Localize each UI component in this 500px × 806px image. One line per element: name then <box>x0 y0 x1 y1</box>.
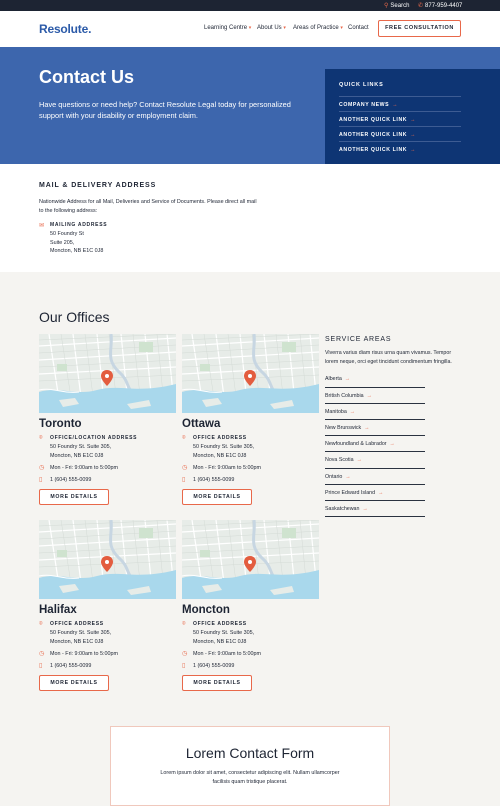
arrow-right-icon: → <box>345 473 351 480</box>
quick-link[interactable] <box>339 126 461 141</box>
address-line: Moncton, NB E1C 0J8 <box>193 452 247 459</box>
nav-item-label: About Us <box>257 25 282 31</box>
mail-section <box>0 164 500 272</box>
quick-link-label: ANOTHER QUICK LINK <box>339 132 408 138</box>
search-icon: ⚲ <box>384 3 389 9</box>
clock-icon: ◷ <box>182 465 188 471</box>
office-hours: Mon - Fri: 9:00am to 5:00pm <box>193 651 262 657</box>
service-areas-title: SERVICE AREAS <box>325 336 392 343</box>
arrow-right-icon: → <box>362 505 368 512</box>
service-areas <box>325 336 460 517</box>
service-area-link[interactable] <box>325 388 425 404</box>
mailing-address-label: MAILING ADDRESS <box>50 222 108 228</box>
mail-intro: Nationwide Address for all Mail, Deliveries and Service of Documents. Please direct all mail to the following address: <box>39 199 257 214</box>
service-area-link[interactable] <box>325 501 425 517</box>
nav-item-label: Areas of Practice <box>293 25 339 31</box>
location-pin-icon: ⌾ <box>182 435 186 441</box>
search-link[interactable] <box>384 2 409 9</box>
arrow-right-icon: → <box>356 457 362 464</box>
office-name: Moncton <box>182 604 230 616</box>
map-image <box>182 520 319 599</box>
location-pin-icon: ⌾ <box>39 621 43 627</box>
quick-link[interactable] <box>339 141 461 156</box>
clock-icon: ◷ <box>39 651 45 657</box>
address-line: 50 Foundry St. Suite 305, <box>50 444 112 450</box>
chevron-down-icon: ▾ <box>283 25 286 31</box>
arrow-right-icon: → <box>378 489 384 496</box>
chevron-down-icon: ▾ <box>248 25 252 31</box>
office-name: Toronto <box>39 418 82 430</box>
service-area-link[interactable] <box>325 452 425 468</box>
mailing-address <box>50 230 103 256</box>
service-area-link[interactable] <box>325 420 425 436</box>
service-area-label: Nova Scotia <box>325 457 354 464</box>
address-line: 50 Foundry St. Suite 305, <box>193 630 255 636</box>
contact-form-section <box>110 726 390 806</box>
arrow-right-icon: → <box>349 408 356 415</box>
address-line: Moncton, NB E1C 0J8 <box>193 638 247 645</box>
map-image <box>39 520 176 599</box>
phone-icon: ▯ <box>182 663 186 669</box>
service-areas-list <box>325 371 425 517</box>
office-map[interactable] <box>182 520 319 599</box>
location-pin-icon: ⌾ <box>39 435 43 441</box>
more-details-button[interactable]: MORE DETAILS <box>39 489 109 505</box>
service-area-label: Prince Edward Island <box>325 489 376 496</box>
office-address <box>193 443 318 460</box>
address-line: 50 Foundry St. Suite 305, <box>193 444 255 450</box>
nav-item-label: Contact <box>348 25 369 31</box>
service-area-label: Ontario <box>325 473 343 480</box>
office-map[interactable] <box>182 334 319 413</box>
office-name: Halifax <box>39 604 77 616</box>
page-title: Contact Us <box>39 67 135 87</box>
office-label: OFFICE/LOCATION ADDRESS <box>50 435 138 441</box>
service-area-label: Newfoundland & Labrador <box>325 441 387 448</box>
office-hours: Mon - Fri: 9:00am to 5:00pm <box>193 465 262 471</box>
quick-links-title: QUICK LINKS <box>339 82 384 88</box>
nav-item-learning-centre[interactable] <box>204 25 251 31</box>
service-area-label: New Brunswick <box>325 424 362 431</box>
phone-link[interactable] <box>418 2 462 9</box>
office-label: OFFICE ADDRESS <box>50 621 104 627</box>
arrow-right-icon: → <box>366 392 372 399</box>
address-line: Suite 205, <box>50 239 75 246</box>
arrow-right-icon: → <box>392 102 399 108</box>
nav-item-contact[interactable] <box>348 25 369 31</box>
office-map[interactable] <box>39 520 176 599</box>
arrow-right-icon: → <box>410 147 416 153</box>
nav-item-label: Learning Centre <box>204 25 248 31</box>
office-phone[interactable]: 1 (604) 555-0099 <box>50 477 92 483</box>
offices-title: Our Offices <box>39 309 110 325</box>
service-area-link[interactable] <box>325 469 425 485</box>
office-hours: Mon - Fri: 9:00am to 5:00pm <box>50 465 119 471</box>
service-area-label: Alberta <box>325 376 342 383</box>
more-details-button[interactable]: MORE DETAILS <box>39 675 109 691</box>
contact-form-intro: Lorem ipsum dolor sit amet, consectetur adipiscing elit. Nullam ullamcorper facilisis quam tristique placerat. <box>160 770 340 785</box>
hero-subtitle: Have questions or need help? Contact Resolute Legal today for personalized support with your disability or employment claim. <box>39 100 291 120</box>
quick-link[interactable] <box>339 96 461 111</box>
hero-banner <box>0 47 500 164</box>
arrow-right-icon: → <box>344 376 351 383</box>
quick-link[interactable] <box>339 111 461 126</box>
phone-icon: ▯ <box>39 477 43 483</box>
service-area-link[interactable] <box>325 371 425 387</box>
nav-item-areas-of-practice[interactable] <box>293 25 343 31</box>
phone-icon: ✆ <box>418 3 424 9</box>
location-pin-icon: ⌾ <box>182 621 186 627</box>
office-phone[interactable]: 1 (604) 555-0099 <box>193 477 235 483</box>
office-map[interactable] <box>39 334 176 413</box>
arrow-right-icon: → <box>364 424 370 431</box>
arrow-right-icon: → <box>410 132 416 138</box>
quick-links-panel <box>325 69 500 164</box>
quick-link-label: ANOTHER QUICK LINK <box>339 117 408 123</box>
office-phone[interactable]: 1 (604) 555-0099 <box>50 663 92 669</box>
free-consultation-button[interactable]: FREE CONSULTATION <box>378 20 461 37</box>
address-line: Moncton, NB E1C 0J8 <box>50 248 104 254</box>
office-address <box>50 629 175 646</box>
office-phone[interactable]: 1 (604) 555-0099 <box>193 663 235 669</box>
office-address <box>50 443 175 460</box>
chevron-down-icon: ▾ <box>340 25 343 31</box>
address-line: Moncton, NB E1C 0J8 <box>50 452 104 459</box>
clock-icon: ◷ <box>39 465 45 471</box>
service-area-link[interactable] <box>325 404 425 420</box>
mail-icon: ✉ <box>39 223 45 229</box>
service-area-link[interactable] <box>325 436 425 452</box>
arrow-right-icon: → <box>410 117 416 123</box>
address-line: Moncton, NB E1C 0J8 <box>50 638 104 645</box>
office-label: OFFICE ADDRESS <box>193 621 247 627</box>
service-area-label: British Columbia <box>325 392 364 399</box>
phone-icon: ▯ <box>39 663 43 669</box>
more-details-button[interactable]: MORE DETAILS <box>182 675 252 691</box>
service-area-label: Manitoba <box>325 408 347 415</box>
quick-link-label: ANOTHER QUICK LINK <box>339 147 408 153</box>
main-nav <box>0 11 500 47</box>
address-line: 50 Foundry St <box>50 231 84 237</box>
phone-number: 877-959-4407 <box>425 3 463 9</box>
service-areas-description: Viverra varius diam risus urna quam vivamus. Tempor lorem neque, orci eget tincidunt condimentum fringilla. <box>325 350 452 365</box>
mail-title: MAIL & DELIVERY ADDRESS <box>39 182 157 189</box>
arrow-right-icon: → <box>389 441 395 448</box>
service-area-link[interactable] <box>325 485 425 501</box>
map-image <box>39 334 176 413</box>
office-label: OFFICE ADDRESS <box>193 435 247 441</box>
phone-icon: ▯ <box>182 477 186 483</box>
clock-icon: ◷ <box>182 651 188 657</box>
contact-form-title: Lorem Contact Form <box>185 745 315 761</box>
search-label: Search <box>390 3 410 9</box>
more-details-button[interactable]: MORE DETAILS <box>182 489 252 505</box>
quick-link-label: COMPANY NEWS <box>339 102 390 108</box>
utility-bar <box>0 0 500 11</box>
office-address <box>193 629 318 646</box>
map-image <box>182 334 319 413</box>
service-area-label: Saskatchewan <box>325 505 360 512</box>
address-line: 50 Foundry St. Suite 305, <box>50 630 112 636</box>
nav-item-about-us[interactable] <box>257 25 286 31</box>
logo[interactable]: Resolute. <box>39 22 92 36</box>
office-hours: Mon - Fri: 9:00am to 5:00pm <box>50 651 119 657</box>
office-name: Ottawa <box>182 418 221 430</box>
